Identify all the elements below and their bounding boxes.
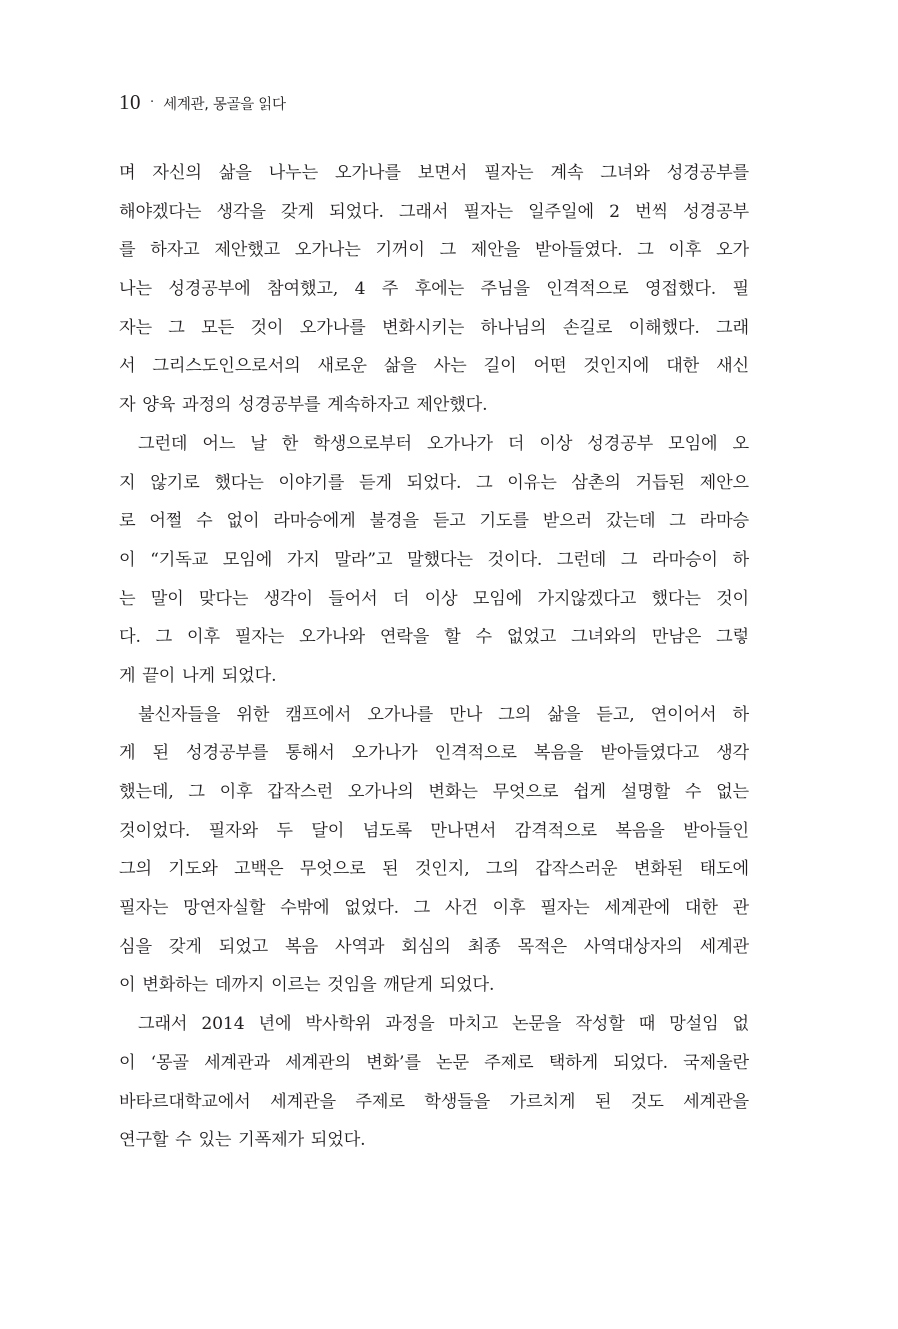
text-line: 자는 그 모든 것이 오가나를 변화시키는 하나님의 손길로 이해했다. 그래 xyxy=(119,317,749,338)
text-line: 는 말이 맞다는 생각이 들어서 더 이상 모임에 가지않겠다고 했다는 것이 xyxy=(119,588,749,609)
text-line: 로 어쩔 수 없이 라마승에게 불경을 듣고 기도를 받으러 갔는데 그 라마승 xyxy=(119,511,749,532)
text-line: 그런데 어느 날 한 학생으로부터 오가나가 더 이상 성경공부 모임에 오 xyxy=(138,433,749,454)
body-text xyxy=(119,154,749,1160)
text-line: 지 않기로 했다는 이야기를 듣게 되었다. 그 이유는 삼촌의 거듭된 제안으 xyxy=(119,472,749,493)
text-line: 나는 성경공부에 참여했고, 4 주 후에는 주님을 인격적으로 영접했다. 필 xyxy=(119,279,749,300)
text-line: 이 변화하는 데까지 이르는 것임을 깨닫게 되었다. xyxy=(119,975,495,996)
text-line: 했는데, 그 이후 갑작스런 오가나의 변화는 무엇으로 쉽게 설명할 수 없는 xyxy=(119,782,749,802)
text-line: 그래서 2014 년에 박사학위 과정을 마치고 논문을 작성할 때 망설임 없 xyxy=(138,1014,749,1035)
text-line: 다. 그 이후 필자는 오가나와 연락을 할 수 없었고 그녀와의 만남은 그렇 xyxy=(119,627,749,648)
text-line: 필자는 망연자실할 수밖에 없었다. 그 사건 이후 필자는 세계관에 대한 관 xyxy=(119,898,749,919)
text-line: 그의 기도와 고백은 무엇으로 된 것인지, 그의 갑작스러운 변화된 태도에 xyxy=(119,859,749,880)
book-title: 세계관, 몽골을 읽다 xyxy=(163,97,286,113)
text-line: 불신자들을 위한 캠프에서 오가나를 만나 그의 삶을 듣고, 연이어서 하 xyxy=(138,704,749,725)
header-separator: · xyxy=(150,95,155,110)
text-line: 게 된 성경공부를 통해서 오가나가 인격적으로 복음을 받아들였다고 생각 xyxy=(119,743,749,764)
text-line: 심을 갖게 되었고 복음 사역과 회심의 최종 목적은 사역대상자의 세계관 xyxy=(119,936,749,957)
text-line: 연구할 수 있는 기폭제가 되었다. xyxy=(119,1130,366,1151)
text-line: 자 양육 과정의 성경공부를 계속하자고 제안했다. xyxy=(119,395,488,416)
text-line: 것이었다. 필자와 두 달이 넘도록 만나면서 감격적으로 복음을 받아들인 xyxy=(119,820,749,841)
page-number: 10 xyxy=(119,90,141,114)
text-line: 이 ‘몽골 세계관과 세계관의 변화’를 논문 주제로 택하게 되었다. 국제울란 xyxy=(119,1052,749,1073)
text-line: 서 그리스도인으로서의 새로운 삶을 사는 길이 어떤 것인지에 대한 새신 xyxy=(119,356,749,377)
text-line: 이 “기독교 모임에 가지 말라”고 말했다는 것이다. 그런데 그 라마승이 하 xyxy=(119,549,749,570)
text-line: 를 하자고 제안했고 오가나는 기꺼이 그 제안을 받아들였다. 그 이후 오가 xyxy=(119,240,749,261)
text-line: 해야겠다는 생각을 갖게 되었다. 그래서 필자는 일주일에 2 번씩 성경공부 xyxy=(119,201,749,222)
text-line: 며 자신의 삶을 나누는 오가나를 보면서 필자는 계속 그녀와 성경공부를 xyxy=(119,163,749,183)
text-line: 바타르대학교에서 세계관을 주제로 학생들을 가르치게 된 것도 세계관을 xyxy=(119,1091,749,1112)
text-line: 게 끝이 나게 되었다. xyxy=(119,665,277,686)
running-header xyxy=(119,90,286,116)
